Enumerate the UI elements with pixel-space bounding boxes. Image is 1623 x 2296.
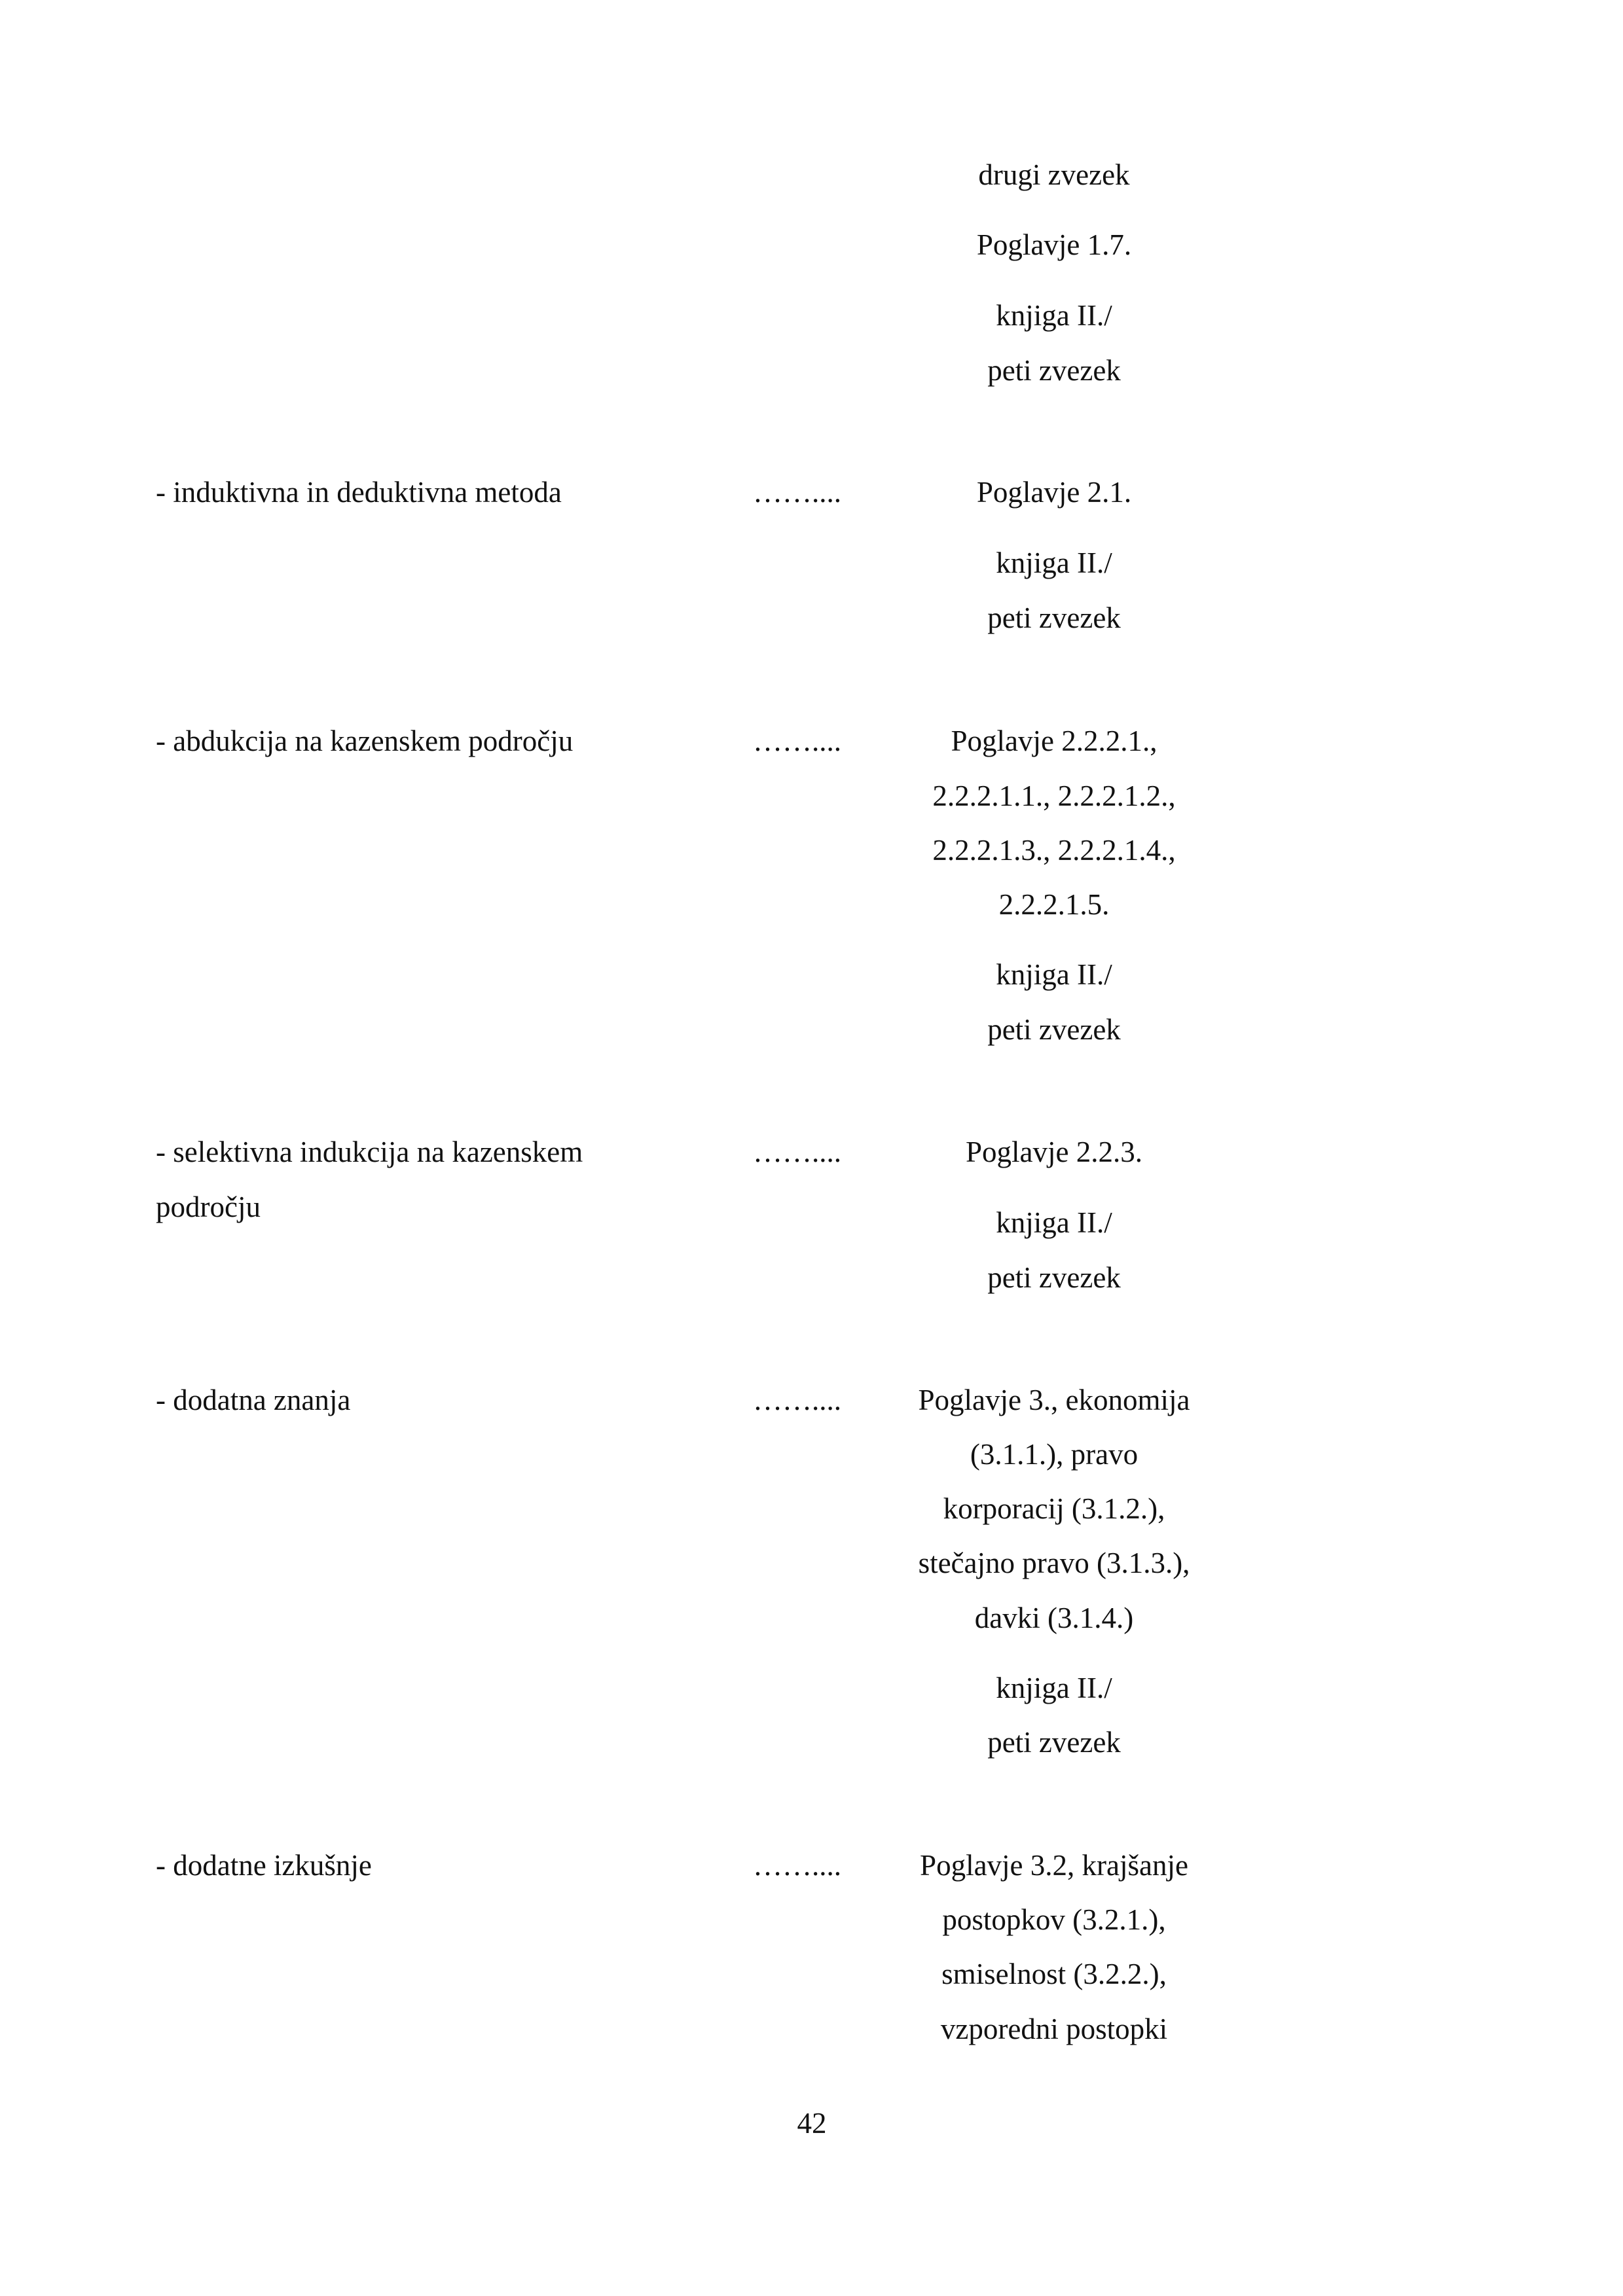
entry-dots: …….... <box>753 1136 841 1168</box>
entry-dots: …….... <box>753 1849 841 1882</box>
entry-ref-line: 2.2.2.1.3., 2.2.2.1.4., <box>932 834 1176 867</box>
entry-ref-line: smiselnost (3.2.2.), <box>941 1958 1167 1990</box>
entry-ref-line: korporacij (3.1.2.), <box>943 1492 1165 1525</box>
entry-book-line: knjiga II./ <box>996 958 1112 991</box>
entry-ref-line: Poglavje 2.2.3. <box>966 1136 1142 1168</box>
entry-book-line: peti zvezek <box>987 1261 1121 1294</box>
entry-ref-line: Poglavje 3.2, krajšanje <box>920 1849 1188 1882</box>
entry-topic: - induktivna in deduktivna metoda <box>156 476 562 509</box>
entry-topic: - abdukcija na kazenskem področju <box>156 725 574 757</box>
entry-ref-line: 2.2.2.1.5. <box>998 888 1110 921</box>
entry-topic: - selektivna indukcija na kazenskem <box>156 1136 583 1168</box>
entry-ref-line: Poglavje 2.1. <box>976 476 1132 509</box>
entry-topic: področju <box>156 1191 261 1223</box>
entry-ref-line: davki (3.1.4.) <box>974 1602 1134 1634</box>
entry-ref-line: vzporedni postopki <box>940 2013 1168 2045</box>
top-line-peti-zvezek: peti zvezek <box>987 354 1121 387</box>
entry-ref-line: stečajno pravo (3.1.3.), <box>918 1547 1190 1579</box>
entry-topic: - dodatne izkušnje <box>156 1849 372 1882</box>
page-number: 42 <box>797 2107 827 2140</box>
entry-book-line: knjiga II./ <box>996 547 1112 579</box>
entry-book-line: peti zvezek <box>987 1726 1121 1759</box>
entry-book-line: peti zvezek <box>987 601 1121 634</box>
entry-book-line: peti zvezek <box>987 1013 1121 1046</box>
top-line-poglavje: Poglavje 1.7. <box>976 228 1132 261</box>
entry-book-line: knjiga II./ <box>996 1206 1112 1239</box>
entry-topic: - dodatna znanja <box>156 1384 351 1416</box>
entry-ref-line: Poglavje 2.2.2.1., <box>951 725 1158 757</box>
entry-dots: …….... <box>753 476 841 509</box>
entry-dots: …….... <box>753 1384 841 1416</box>
top-line-knjiga: knjiga II./ <box>996 299 1112 332</box>
top-line-drugi-zvezek: drugi zvezek <box>978 158 1130 191</box>
entry-ref-line: Poglavje 3., ekonomija <box>918 1384 1190 1416</box>
entry-ref-line: (3.1.1.), pravo <box>970 1438 1139 1471</box>
entry-ref-line: postopkov (3.2.1.), <box>942 1903 1166 1936</box>
entry-dots: …….... <box>753 725 841 757</box>
entry-ref-line: 2.2.2.1.1., 2.2.2.1.2., <box>932 780 1176 812</box>
entry-book-line: knjiga II./ <box>996 1672 1112 1704</box>
